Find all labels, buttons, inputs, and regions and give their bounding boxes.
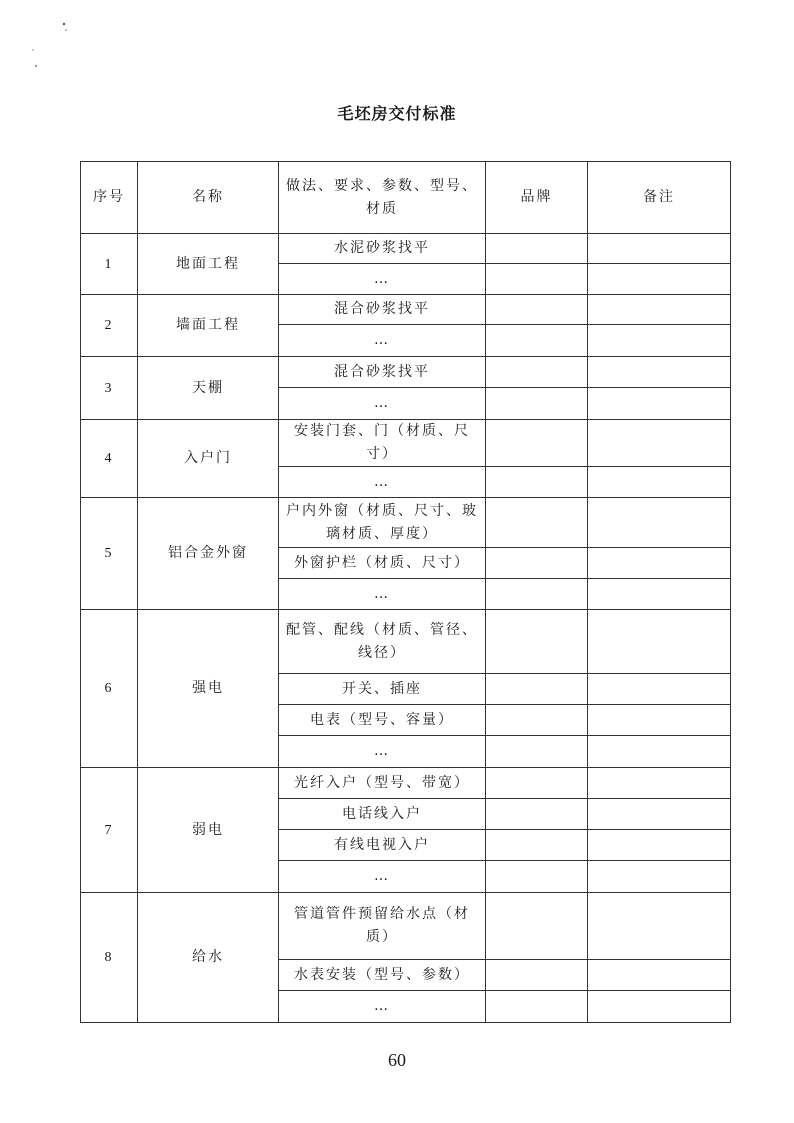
item-number: 8 — [81, 893, 138, 1023]
remark-cell — [588, 799, 731, 830]
spec-cell: 光纤入户（型号、带宽） — [279, 768, 486, 799]
table-body — [81, 234, 731, 1023]
item-number: 4 — [81, 420, 138, 498]
spec-cell: 外窗护栏（材质、尺寸） — [279, 548, 486, 579]
remark-cell — [588, 960, 731, 991]
brand-cell — [486, 234, 588, 264]
brand-cell — [486, 295, 588, 325]
remark-cell — [588, 861, 731, 893]
spec-cell: 开关、插座 — [279, 674, 486, 705]
brand-cell — [486, 388, 588, 420]
remark-cell — [588, 736, 731, 768]
item-number: 1 — [81, 234, 138, 295]
scan-specks — [30, 18, 80, 78]
remark-cell — [588, 893, 731, 960]
remark-cell — [588, 768, 731, 799]
table-row — [81, 234, 731, 264]
spec-cell: … — [279, 325, 486, 357]
item-number: 2 — [81, 295, 138, 357]
brand-cell — [486, 736, 588, 768]
remark-cell — [588, 498, 731, 548]
header-remark: 备注 — [588, 162, 731, 234]
spec-cell: 水表安装（型号、参数） — [279, 960, 486, 991]
brand-cell — [486, 467, 588, 498]
brand-cell — [486, 325, 588, 357]
spec-cell: 电表（型号、容量） — [279, 705, 486, 736]
table-row — [81, 768, 731, 799]
item-number: 6 — [81, 610, 138, 768]
item-name: 铝合金外窗 — [138, 498, 279, 610]
item-name: 天棚 — [138, 357, 279, 420]
brand-cell — [486, 498, 588, 548]
item-number: 5 — [81, 498, 138, 610]
remark-cell — [588, 674, 731, 705]
remark-cell — [588, 610, 731, 674]
spec-cell: 有线电视入户 — [279, 830, 486, 861]
item-number: 7 — [81, 768, 138, 893]
page-number: 60 — [388, 1050, 406, 1070]
remark-cell — [588, 548, 731, 579]
header-no: 序号 — [81, 162, 138, 234]
brand-cell — [486, 960, 588, 991]
item-name: 墙面工程 — [138, 295, 279, 357]
remark-cell — [588, 264, 731, 295]
table-row — [81, 420, 731, 467]
spec-cell: … — [279, 991, 486, 1023]
brand-cell — [486, 357, 588, 388]
table-row — [81, 357, 731, 388]
table-row — [81, 610, 731, 674]
remark-cell — [588, 705, 731, 736]
item-name: 强电 — [138, 610, 279, 768]
header-spec: 做法、要求、参数、型号、材质 — [279, 162, 486, 234]
brand-cell — [486, 420, 588, 467]
remark-cell — [588, 991, 731, 1023]
brand-cell — [486, 799, 588, 830]
table-row — [81, 498, 731, 548]
spec-cell: 安装门套、门（材质、尺寸） — [279, 420, 486, 467]
brand-cell — [486, 991, 588, 1023]
table-row — [81, 893, 731, 960]
brand-cell — [486, 610, 588, 674]
document-title: 毛坯房交付标准 — [337, 104, 457, 123]
item-name: 入户门 — [138, 420, 279, 498]
remark-cell — [588, 295, 731, 325]
remark-cell — [588, 234, 731, 264]
header-name: 名称 — [138, 162, 279, 234]
remark-cell — [588, 830, 731, 861]
item-number: 3 — [81, 357, 138, 420]
remark-cell — [588, 467, 731, 498]
spec-cell: … — [279, 861, 486, 893]
spec-cell: … — [279, 579, 486, 610]
remark-cell — [588, 388, 731, 420]
delivery-standard-table — [80, 161, 731, 1023]
brand-cell — [486, 861, 588, 893]
brand-cell — [486, 830, 588, 861]
brand-cell — [486, 264, 588, 295]
brand-cell — [486, 893, 588, 960]
remark-cell — [588, 579, 731, 610]
brand-cell — [486, 705, 588, 736]
spec-cell: … — [279, 264, 486, 295]
spec-cell: … — [279, 467, 486, 498]
spec-cell: 户内外窗（材质、尺寸、玻璃材质、厚度） — [279, 498, 486, 548]
spec-cell: 配管、配线（材质、管径、线径） — [279, 610, 486, 674]
item-name: 地面工程 — [138, 234, 279, 295]
spec-cell: 水泥砂浆找平 — [279, 234, 486, 264]
remark-cell — [588, 357, 731, 388]
spec-cell: 混合砂浆找平 — [279, 357, 486, 388]
table-row — [81, 295, 731, 325]
spec-cell: 管道管件预留给水点（材质） — [279, 893, 486, 960]
remark-cell — [588, 420, 731, 467]
spec-cell: … — [279, 736, 486, 768]
spec-cell: 混合砂浆找平 — [279, 295, 486, 325]
brand-cell — [486, 579, 588, 610]
spec-cell: 电话线入户 — [279, 799, 486, 830]
header-row — [81, 162, 731, 234]
header-brand: 品牌 — [486, 162, 588, 234]
brand-cell — [486, 768, 588, 799]
item-name: 给水 — [138, 893, 279, 1023]
spec-cell: … — [279, 388, 486, 420]
brand-cell — [486, 674, 588, 705]
item-name: 弱电 — [138, 768, 279, 893]
remark-cell — [588, 325, 731, 357]
brand-cell — [486, 548, 588, 579]
